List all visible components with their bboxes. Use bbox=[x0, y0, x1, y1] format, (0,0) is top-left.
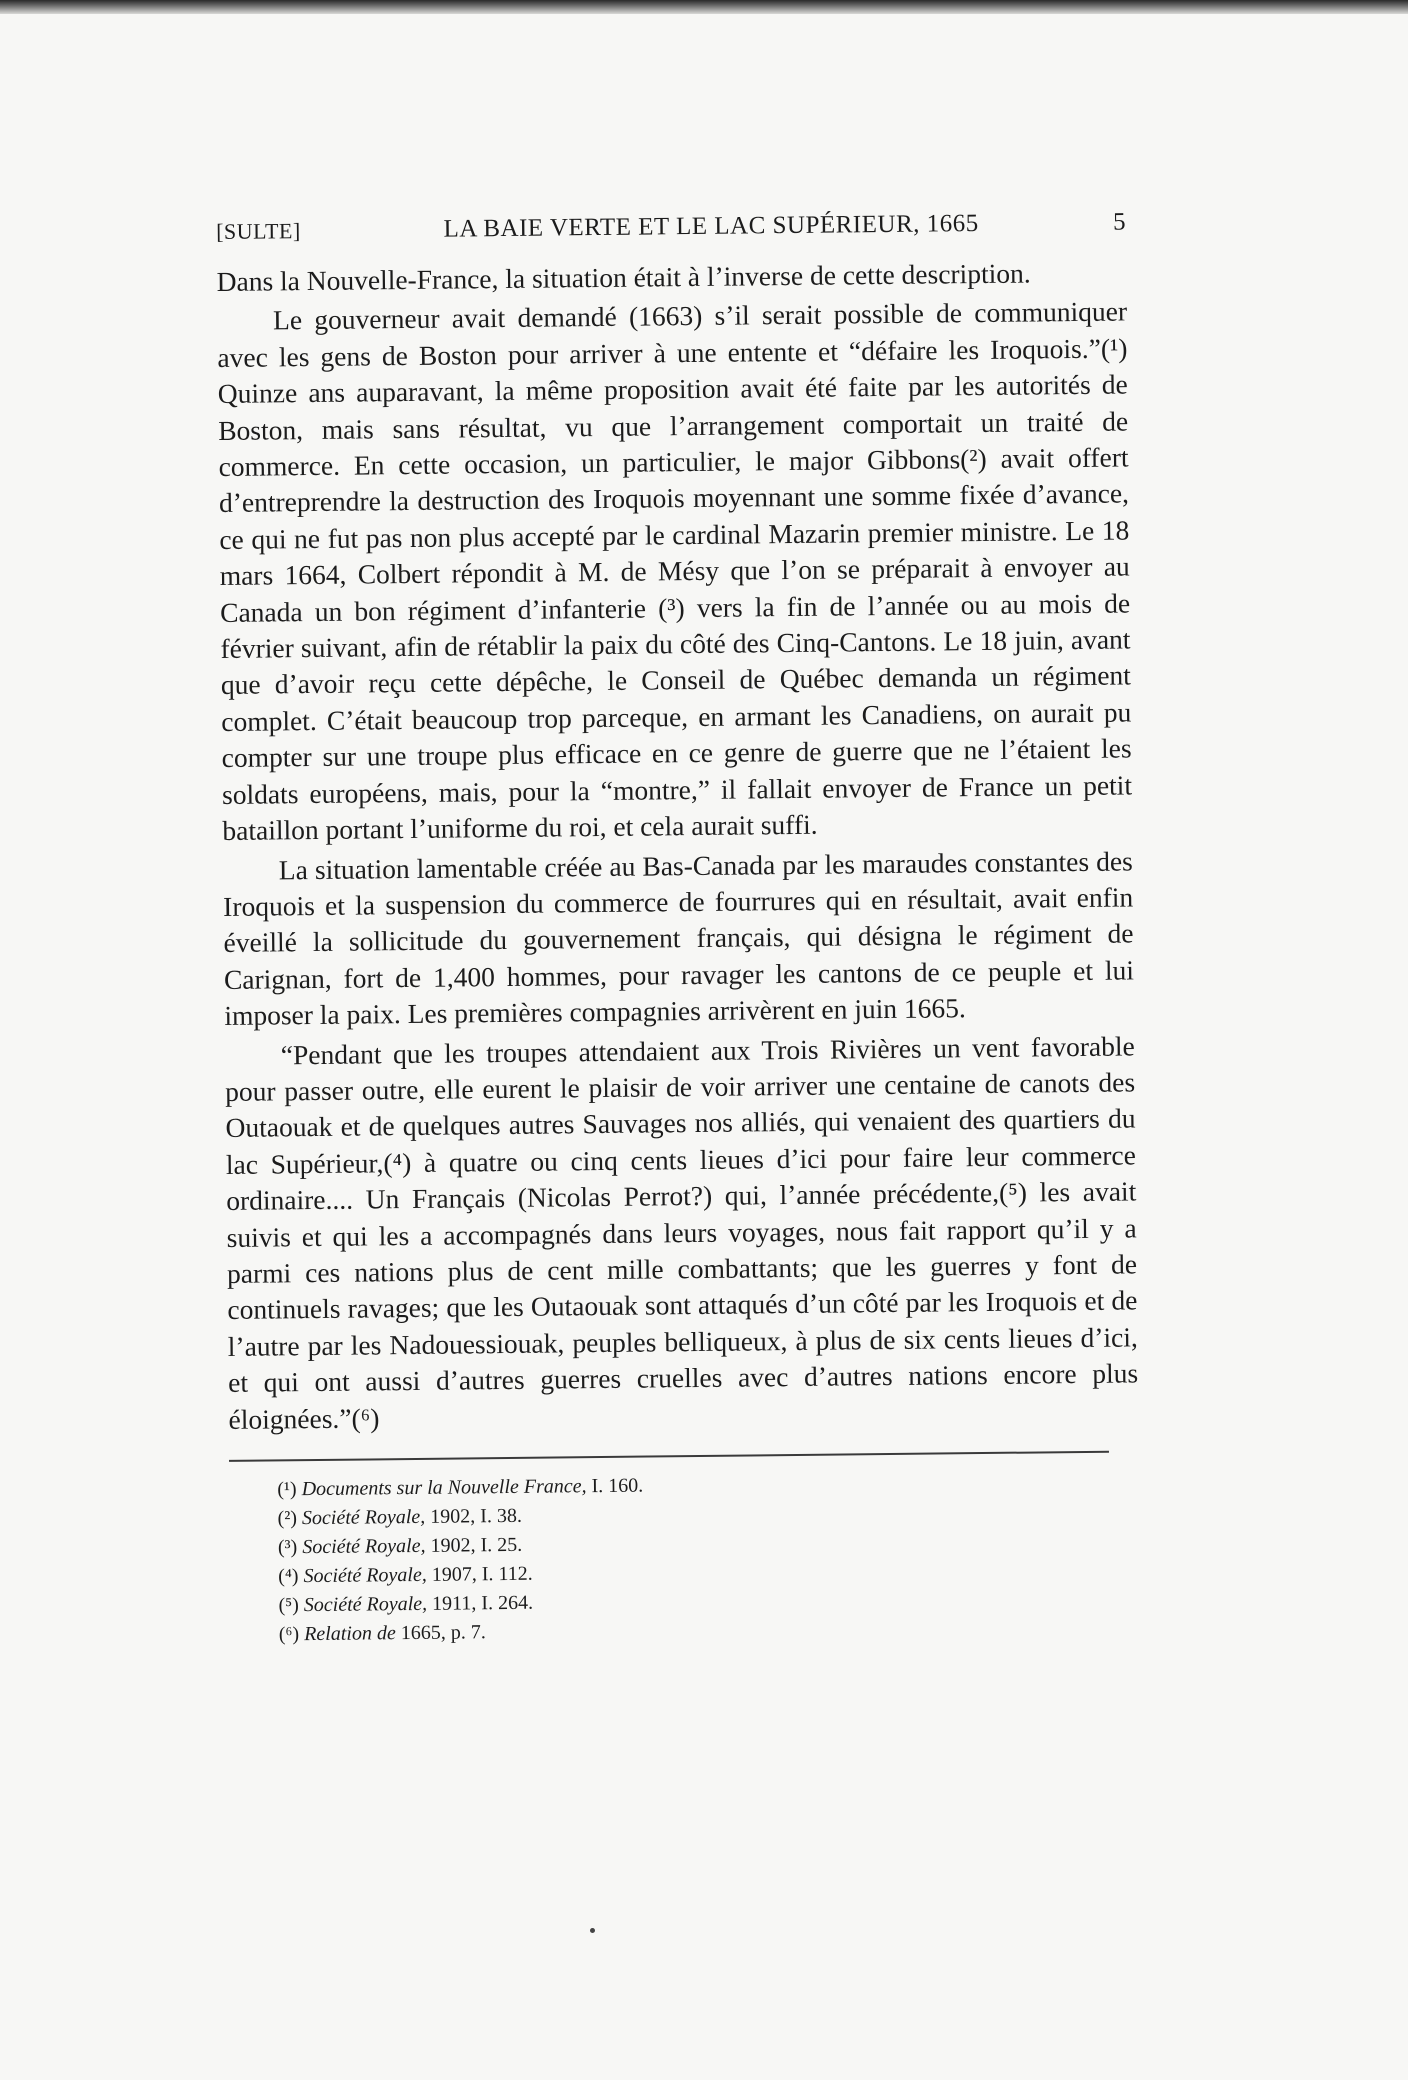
footnote-ref: 1902, I. 38. bbox=[430, 1504, 523, 1528]
footnote-ref: 1907, I. 112. bbox=[431, 1562, 533, 1586]
footnote-source: Société Royale, bbox=[301, 1505, 426, 1530]
footnote-source: Société Royale, bbox=[303, 1592, 428, 1617]
paragraph: La situation lamentable créée au Bas-Canada par les maraudes constantes des Iroquois et la suspension du commerce de fourrures qui en résultait, avait enfin éveillé la sollicitude du gouvernement français, qui désigna le régiment de Carignan, fort de 1,400 hommes, pour ravager les cantons de ce peuple et lui imposer la paix. Les premières compagnies arrivèrent en juin 1665. bbox=[223, 844, 1135, 1032]
footnote-ref: 1902, I. 25. bbox=[430, 1533, 523, 1557]
running-head-author: [SULTE] bbox=[216, 218, 301, 244]
scan-speck bbox=[590, 1928, 595, 1933]
body-text bbox=[216, 254, 1138, 1437]
footnote-source: Relation de bbox=[304, 1622, 396, 1646]
footnote-source: Société Royale, bbox=[302, 1534, 426, 1559]
footnote-mark: (¹) bbox=[277, 1478, 297, 1501]
paragraph-continuation: Dans la Nouvelle-France, la situation était à l’inverse de cette description. bbox=[216, 257, 1031, 297]
footnote-source: Société Royale, bbox=[303, 1563, 427, 1588]
footnote-mark: (³) bbox=[277, 1536, 298, 1559]
paragraph-quotation: “Pendant que les troupes attendaient aux Trois Rivières un vent favorable pour passer outre, elle eurent le plaisir de voir arriver une centaine de canots des Outaouak et de quelques autres Sauvages nos alliés, qui venaient des quartiers du lac Supérieur,(⁴) à quatre ou cinq cents lieues d’ici pour faire leur commerce ordinaire.... Un Français (Nicolas Perrot?) qui, l’année précédente,(⁵) les avait suivis et qui les a accompagnés dans leurs voyages, nous fait rapport qu’il y a parmi ces nations plus de cent mille combattants; que les guerres y font de continuels ravages; que les Outaouak sont attaqués d’un côté par les Iroquois et de l’autre par les Nadouessiouak, peuples belliqueux, à plus de six cents lieues d’ici, et qui ont aussi d’autres guerres cruelles avec d’autres nations encore plus éloignées.”(⁶) bbox=[224, 1029, 1139, 1435]
scan-top-edge bbox=[0, 0, 1408, 14]
footnote-mark: (⁴) bbox=[278, 1565, 299, 1588]
page-number: 5 bbox=[1112, 208, 1127, 236]
footnote-mark: (²) bbox=[277, 1507, 298, 1530]
footnote-ref: 1665, p. 7. bbox=[400, 1621, 486, 1645]
running-head-title: LA BAIE VERTE ET LE LAC SUPÉRIEUR, 1665 bbox=[443, 210, 979, 243]
footnote-source: Documents sur la Nouvelle France, bbox=[301, 1475, 587, 1501]
footnote-mark: (⁵) bbox=[278, 1594, 299, 1617]
paragraph: Le gouverneur avait demandé (1663) s’il serait possible de communiquer avec les gens de Boston pour arriver à une entente et “défaire les Iroquois.”(¹) Quinze ans auparavant, la même proposition avait été faite par les autorités de Boston, mais sans résultat, vu que l’arrangement comportait un traité de commerce. En cette occasion, un particulier, le major Gibbons(²) avait offert d’entreprendre la destruction des Iroquois moyennant une somme fixée d’avance, ce qui ne fut pas non plus accepté par le cardinal Mazarin premier ministre. Le 18 mars 1664, Colbert répondit à M. de Mésy que l’on se préparait à envoyer au Canada un bon régiment d’infanterie (³) vers la fin de l’année ou au mois de février suivant, afin de rétablir la paix du côté des Cinq-Cantons. Le 18 juin, avant que d’avoir reçu cette dépêche, le Conseil de Québec demanda un régiment complet. C’était beaucoup trop parceque, en armant les Canadiens, on aurait pu compter sur une troupe plus efficace en ce genre de guerre que ne l’étaient les soldats européens, mais, pour la “montre,” il fallait envoyer de France un petit bataillon portant l’uniforme du roi, et cela aurait suffi. bbox=[217, 295, 1133, 847]
footnote-mark: (⁶) bbox=[278, 1623, 300, 1646]
footnotes bbox=[229, 1466, 1141, 1650]
footnote-ref: 1911, I. 264. bbox=[431, 1591, 534, 1615]
footnote-ref: I. 160. bbox=[591, 1474, 644, 1498]
running-head bbox=[216, 208, 1126, 246]
book-page bbox=[216, 208, 1141, 1649]
footnote-rule bbox=[229, 1451, 1109, 1462]
